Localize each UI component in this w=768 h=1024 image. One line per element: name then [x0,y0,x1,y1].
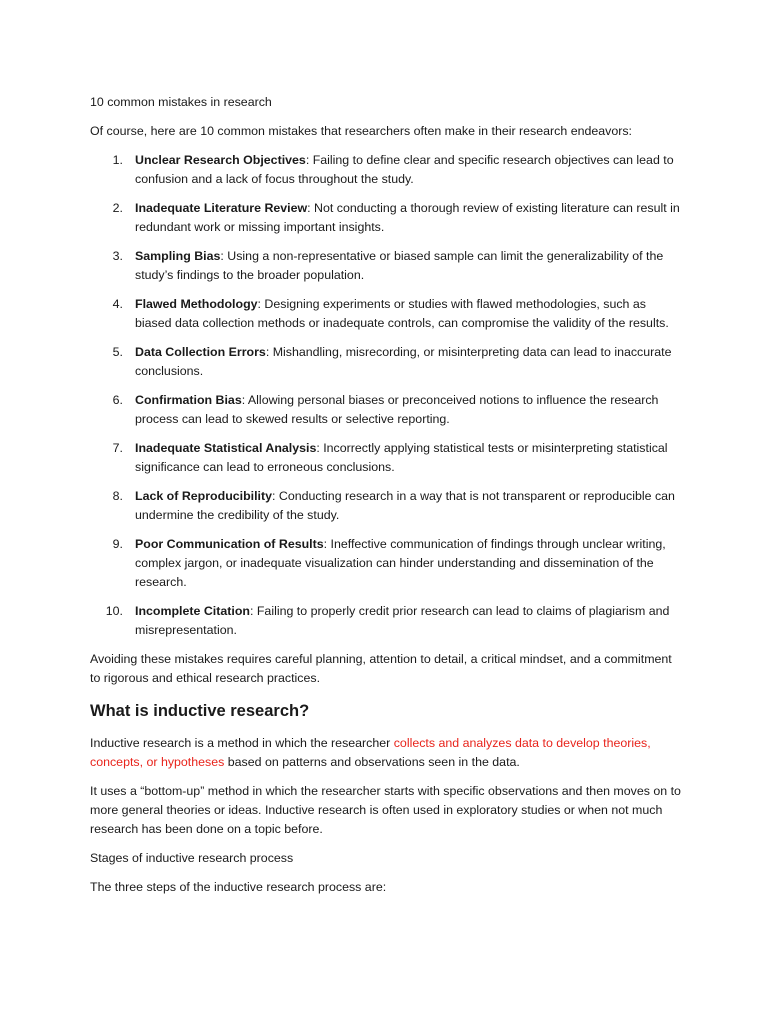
list-item-term: Flawed Methodology [135,297,258,311]
list-item-text: : Using a non-representative or biased sample can limit the generalizability of the study’s findings to the broader population. [135,249,664,282]
list-item-text: : Ineffective communication of findings through unclear writing, complex jargon, or inadequate visualization can hinder understanding and dissemination of the research. [135,537,666,589]
list-item-term: Lack of Reproducibility [135,489,273,503]
list-item-term: Incomplete Citation [135,604,250,618]
intro-paragraph: Of course, here are 10 common mistakes that researchers often make in their research endeavors: [90,124,632,138]
list-item-text: : Designing experiments or studies with flawed methodologies, such as biased data collection methods or inadequate controls, can compromise the validity of the results. [135,297,669,330]
list-item-number: 4. [112,297,123,311]
list-item-text: : Not conducting a thorough review of existing literature can result in redundant work or missing important insights. [135,201,680,234]
list-item-text: : Failing to properly credit prior research can lead to claims of plagiarism and misrepresentation. [135,604,670,637]
inductive-definition-text-start: Inductive research is a method in which the researcher [90,736,394,750]
list-item [90,295,682,333]
list-item [90,343,682,381]
list-item-number: 9. [112,537,123,551]
list-item [90,602,682,640]
inductive-definition-text-end: based on patterns and observations seen in the data. [224,755,520,769]
list-item [90,151,682,189]
list-item [90,247,682,285]
list-item-term: Confirmation Bias [135,393,242,407]
list-item-text: : Mishandling, misrecording, or misinterpreting data can lead to inaccurate conclusions. [135,345,672,378]
list-item-number: 7. [112,441,123,455]
list-item-term: Data Collection Errors [135,345,266,359]
list-item [90,199,682,237]
inductive-definition-paragraph [90,734,682,772]
list-item-number: 10. [105,604,123,618]
conclusion-paragraph: Avoiding these mistakes requires careful planning, attention to detail, a critical mindset, and a commitment to rigorous and ethical research practices. [90,652,672,685]
list-item-number: 8. [112,489,123,503]
list-item-text: : Allowing personal biases or preconceived notions to influence the research process can lead to skewed results or selective reporting. [135,393,659,426]
list-item-number: 6. [112,393,123,407]
list-item-number: 1. [112,153,123,167]
list-item-number: 3. [112,249,123,263]
list-item [90,535,682,592]
list-item-term: Inadequate Statistical Analysis [135,441,317,455]
list-item-term: Poor Communication of Results [135,537,324,551]
steps-intro-paragraph: The three steps of the inductive research process are: [90,880,387,894]
document-title: 10 common mistakes in research [90,95,272,109]
stages-heading: Stages of inductive research process [90,851,294,865]
list-item-term: Sampling Bias [135,249,221,263]
list-item-text: : Incorrectly applying statistical tests or misinterpreting statistical significance can lead to erroneous conclusions. [135,441,668,474]
mistakes-list [90,151,682,640]
bottom-up-paragraph: It uses a “bottom-up” method in which the researcher starts with specific observations and then moves on to more general theories or ideas. Inductive research is often used in exploratory studies or when not much research has been done on a topic before. [90,784,681,836]
inductive-definition-highlight: collects and analyzes data to develop theories, concepts, or hypotheses [90,736,651,769]
list-item-term: Inadequate Literature Review [135,201,308,215]
list-item-text: : Conducting research in a way that is not transparent or reproducible can undermine the credibility of the study. [135,489,675,522]
list-item [90,391,682,429]
inductive-research-heading: What is inductive research? [90,702,310,720]
list-item [90,439,682,477]
list-item-text: : Failing to define clear and specific research objectives can lead to confusion and a lack of focus throughout the study. [135,153,674,186]
list-item [90,487,682,525]
list-item-number: 2. [112,201,123,215]
list-item-term: Unclear Research Objectives [135,153,306,167]
list-item-number: 5. [112,345,123,359]
